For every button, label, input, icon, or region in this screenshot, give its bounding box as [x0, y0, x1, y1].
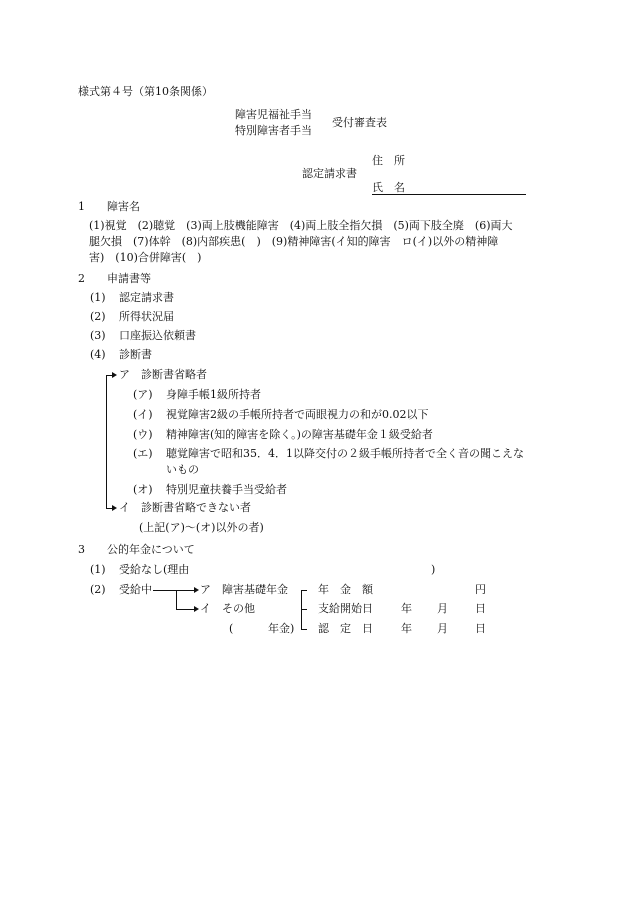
name-label: 氏 名: [372, 181, 405, 194]
sub-item-o-num: (オ): [133, 483, 153, 496]
arrow-pension-a: [153, 590, 195, 591]
disability-list-line-1: (1)視覚 (2)聴覚 (3)両上肢機能障害 (4)両上肢全指欠損 (5)両下肢全廃 (6)両大: [89, 219, 513, 232]
doc-item-2-label: 所得状況届: [119, 310, 174, 323]
pension-bracket-mid: [301, 609, 307, 610]
pension-amount-unit: 円: [475, 583, 486, 596]
bracket-vertical: [106, 375, 107, 508]
pension-item-2-num: (2): [90, 583, 106, 596]
pension-amount-label: 年 金 額: [318, 583, 373, 596]
pension-start-date-label: 支給開始日: [318, 602, 373, 615]
name-underline: [372, 194, 526, 195]
sub-item-a-label: 身障手帳1級所持者: [166, 388, 261, 401]
branch-i-label: イ 診断書省略できない者: [119, 501, 251, 514]
pension-item-1-num: (1): [90, 563, 106, 576]
sub-item-i-num: (イ): [133, 408, 153, 421]
sub-item-a-num: (ア): [133, 388, 153, 401]
form-number: 様式第４号（第10条関係）: [78, 85, 213, 98]
doc-item-1-label: 認定請求書: [119, 291, 174, 304]
certification-day-unit: 日: [475, 622, 486, 635]
form-subtitle: 認定請求書: [302, 167, 357, 180]
pension-branch-a: ア 障害基礎年金: [200, 583, 288, 596]
pension-item-1-close: ): [431, 563, 436, 576]
doc-item-3-label: 口座振込依頼書: [119, 329, 196, 342]
doc-item-1-num: (1): [90, 291, 106, 304]
sub-item-i-label: 視覚障害2級の手帳所持者で両眼視力の和が0.02以下: [166, 408, 429, 421]
pension-paren-close: 年金): [268, 622, 295, 635]
pension-item-1-label: 受給なし(理由: [119, 563, 190, 576]
certification-month-unit: 月: [437, 622, 448, 635]
doc-item-2-num: (2): [90, 310, 106, 323]
branch-a-label: ア 診断書省略者: [119, 368, 207, 381]
section-3-heading: 3 公的年金について: [78, 543, 195, 556]
pension-item-2-label: 受給中: [119, 583, 152, 596]
pension-paren-open: (: [229, 622, 234, 635]
arrow-i: [106, 508, 113, 509]
doc-item-4-label: 診断書: [119, 348, 152, 361]
address-label: 住 所: [372, 154, 405, 167]
disability-list-line-3: 害) (10)合併障害( ): [89, 251, 202, 264]
pension-start-year-unit: 年: [401, 602, 412, 615]
pension-start-month-unit: 月: [437, 602, 448, 615]
branch-i-note: (上記(ア)～(オ)以外の者): [139, 521, 264, 534]
pension-bracket-bottom: [301, 629, 307, 630]
connector-vertical: [176, 590, 177, 609]
sub-item-e-label: 聴覚障害で昭和35．4．1以降交付の２級手帳所持者で全く音の聞こえな: [166, 447, 524, 460]
sub-item-e-continuation: いもの: [166, 463, 199, 476]
section-1-heading: 1 障害名: [78, 200, 140, 213]
sub-item-o-label: 特別児童扶養手当受給者: [166, 483, 287, 496]
pension-branch-i: イ その他: [200, 602, 255, 615]
sub-item-e-num: (エ): [133, 447, 153, 460]
sub-item-u-label: 精神障害(知的障害を除く。)の障害基礎年金１級受給者: [166, 428, 433, 441]
pension-bracket-top: [301, 590, 307, 591]
pension-start-day-unit: 日: [475, 602, 486, 615]
sub-item-u-num: (ウ): [133, 428, 153, 441]
arrow-pension-i: [176, 609, 195, 610]
arrow-a: [106, 375, 113, 376]
doc-item-3-num: (3): [90, 329, 106, 342]
doc-item-4-num: (4): [90, 348, 106, 361]
section-2-heading: 2 申請書等: [78, 272, 151, 285]
certification-date-label: 認 定 日: [318, 622, 373, 635]
certification-year-unit: 年: [401, 622, 412, 635]
title-line-1: 障害児福祉手当: [235, 108, 312, 121]
title-suffix: 受付審査表: [332, 116, 387, 129]
title-line-2: 特別障害者手当: [235, 124, 312, 137]
disability-list-line-2: 腿欠損 (7)体幹 (8)内部疾患( ) (9)精神障害(イ知的障害 ロ(イ)以外の精神障: [89, 235, 499, 248]
